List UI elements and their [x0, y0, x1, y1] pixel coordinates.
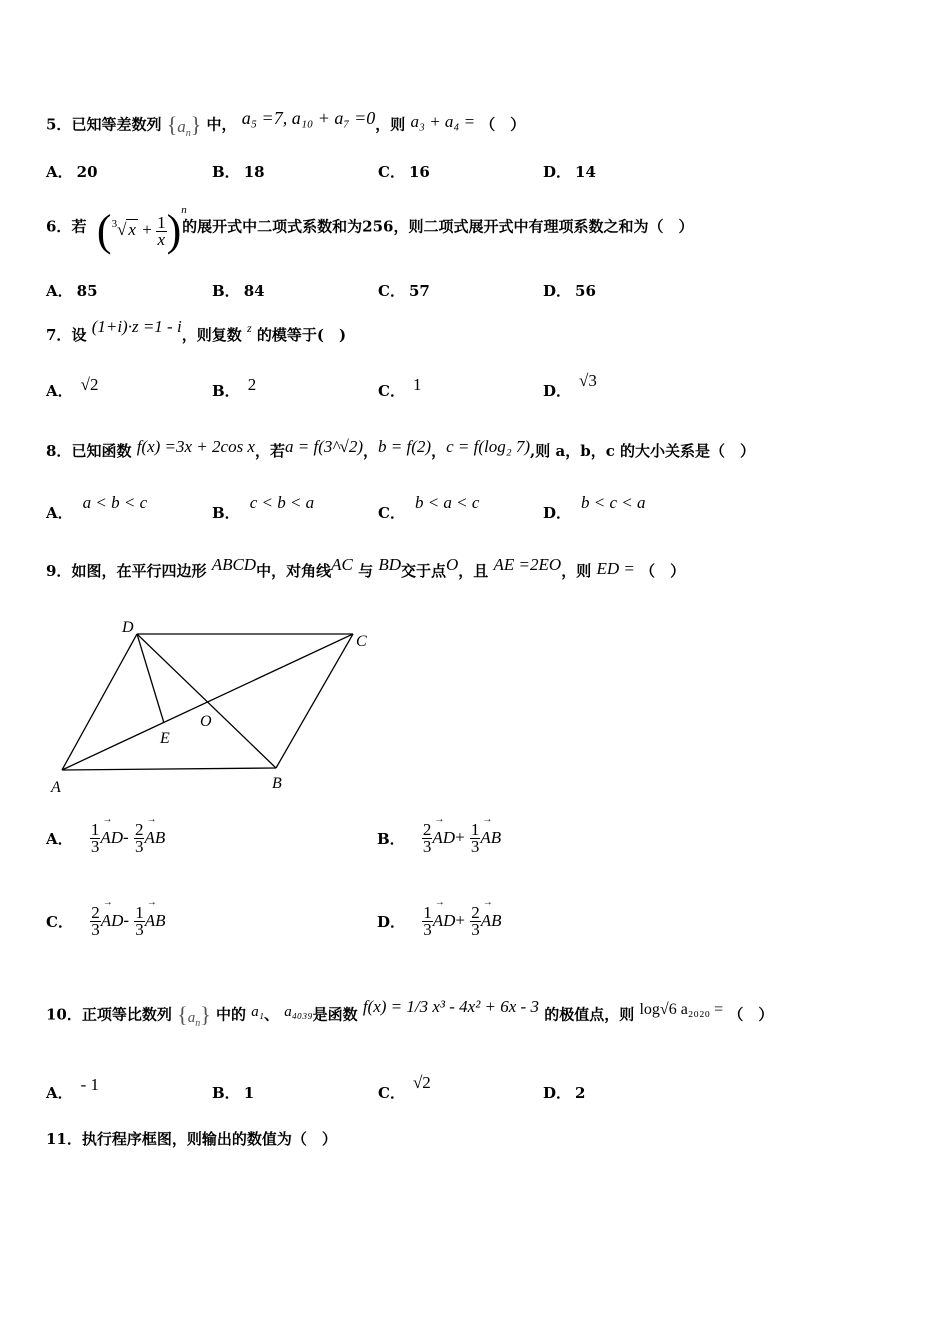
q6-option-a[interactable]: A． 85: [46, 282, 98, 300]
q5-text3: ，则: [375, 115, 406, 134]
q9-condition: AE =2EO: [493, 555, 562, 574]
q9-text6: ，则: [561, 562, 592, 580]
q9-text: 如图，在平行四边形: [71, 562, 207, 580]
q9-text2: 中，对角线: [256, 562, 332, 580]
q9-option-b[interactable]: B． $\frac{2}{3}$ → AD+ $\frac{1}{3}$ → AB: [377, 822, 501, 855]
q10-text4: 是函数: [312, 1005, 358, 1024]
q5-seq: $\{a_n\}$: [166, 112, 202, 139]
q6-number: 6．: [46, 217, 72, 236]
q8-option-d[interactable]: D．b < c < a: [543, 493, 646, 522]
q9-option-d[interactable]: D． $\frac{1}{3}$ → AD+ $\frac{2}{3}$ → AB: [377, 905, 502, 938]
q6-option-b[interactable]: B． 84: [212, 282, 265, 300]
question-5: [46, 107, 526, 139]
q10-seq: $\{a_n\}$: [177, 1002, 211, 1029]
q7-option-b[interactable]: B． 2: [212, 375, 257, 400]
q6-option-d[interactable]: D． 56: [543, 282, 596, 300]
q5-bracket: （ ）: [480, 115, 526, 134]
q5-condition: a₅ =7, a₁₀ + a₇ =0: [241, 107, 376, 128]
q10-text: 正项等比数列: [81, 1005, 172, 1024]
q10-ask: log√6 a₂₀₂₀ =: [639, 1000, 724, 1018]
q8-b: b = f(2): [378, 437, 432, 456]
q7-text3: 的模等于( ): [256, 326, 347, 344]
q8-a: a = f(3^√2): [285, 437, 364, 456]
q7-text2: ，则复数: [181, 326, 242, 344]
q9-text5: ，且: [458, 562, 489, 580]
q5-ask: a₃ + a₄ =: [410, 111, 476, 131]
q5-option-c[interactable]: C． 16: [378, 163, 430, 181]
q7-number: 7．: [46, 326, 72, 344]
q7-var: z: [246, 321, 252, 335]
q10-option-b[interactable]: B． 1: [212, 1084, 255, 1102]
question-8: [46, 437, 756, 461]
q8-option-b[interactable]: B．c < b < a: [212, 493, 315, 522]
q9-bracket: （ ）: [640, 562, 686, 580]
q5-option-d[interactable]: D． 14: [543, 163, 596, 181]
q10-option-d[interactable]: D． 2: [543, 1084, 586, 1102]
q9-ask: ED =: [596, 559, 635, 578]
parallelogram-figure: [40, 612, 380, 798]
q8-text: 已知函数: [71, 442, 132, 460]
q7-option-d[interactable]: D．√3: [543, 371, 597, 400]
q8-sep1: ，: [363, 442, 379, 460]
q8-function: f(x) =3x + 2cos x: [136, 437, 255, 456]
q10-a1: a₁: [251, 1003, 264, 1020]
label-b: B: [272, 775, 282, 792]
label-a: A: [51, 779, 61, 796]
q10-function: f(x) = 1/3 x³ - 4x² + 6x - 3: [362, 996, 539, 1016]
q5-option-a[interactable]: A． 20: [46, 163, 98, 181]
q10-text2: 中的: [215, 1005, 246, 1024]
q10-a4039: a₄₀₃₉: [284, 1003, 313, 1020]
question-9: [46, 555, 686, 581]
q7-condition: (1+i)·z =1 - i: [91, 317, 182, 336]
edge-bc: [276, 634, 353, 768]
q9-text3: 与: [358, 562, 374, 580]
q10-text3: 、: [263, 1005, 279, 1024]
q8-number: 8．: [46, 442, 72, 460]
q9-option-c[interactable]: C． $\frac{2}{3}$ → AD- $\frac{1}{3}$ → AB: [46, 905, 166, 938]
q9-shape: ABCD: [211, 555, 257, 574]
q9-o: O: [446, 555, 459, 574]
q9-ac: AC: [331, 555, 353, 574]
q5-option-b[interactable]: B． 18: [212, 163, 265, 181]
q10-text5: 的极值点，则: [544, 1005, 635, 1024]
q11-number: 11．: [46, 1130, 82, 1148]
q9-option-a[interactable]: A． $\frac{1}{3}$ → AD- $\frac{2}{3}$ → AB: [46, 822, 165, 855]
q6-expr-box: ($^3$√ x + $\frac{1}{x}$ )$^n$: [96, 204, 187, 255]
label-c: C: [356, 633, 367, 650]
label-e: E: [160, 730, 170, 747]
q8-sep2: ，: [431, 442, 447, 460]
q5-text: 已知等差数列: [71, 115, 162, 134]
edge-ab: [62, 768, 276, 770]
q9-number: 9．: [46, 562, 72, 580]
q8-c: c = f(log₂ 7): [446, 437, 531, 456]
q10-number: 10．: [46, 1005, 82, 1024]
label-d: D: [122, 619, 134, 636]
q6-text2: 的展开式中二项式系数和为256，则二项式展开式中有理项系数之和为（ ）: [182, 217, 694, 236]
q5-number: 5．: [46, 115, 72, 134]
edge-ad: [62, 634, 137, 770]
q10-option-a[interactable]: A． - 1: [46, 1075, 100, 1102]
q8-option-a[interactable]: A．a < b < c: [46, 493, 148, 522]
q7-option-a[interactable]: A． √2: [46, 375, 99, 400]
question-10: [46, 996, 774, 1029]
q8-text3: ,则 a，b，c 的大小关系是（ ）: [530, 442, 756, 460]
q10-option-c[interactable]: C．√2: [378, 1073, 431, 1102]
label-o: O: [200, 713, 212, 730]
q6-option-c[interactable]: C． 57: [378, 282, 430, 300]
q10-bracket: （ ）: [728, 1005, 774, 1024]
question-7: [46, 317, 347, 345]
q8-text2: ，若: [254, 442, 285, 460]
q7-option-c[interactable]: C． 1: [378, 375, 422, 400]
q9-text4: 交于点: [400, 562, 446, 580]
q11-text: 执行程序框图，则输出的数值为（ ）: [81, 1130, 337, 1148]
question-6: [46, 204, 694, 255]
q9-bd: BD: [378, 555, 401, 574]
q8-option-c[interactable]: C．b < a < c: [378, 493, 480, 522]
question-11: [46, 1128, 337, 1149]
q7-text: 设: [71, 326, 87, 344]
q6-text: 若: [71, 217, 87, 236]
q5-text2: 中，: [206, 115, 237, 134]
